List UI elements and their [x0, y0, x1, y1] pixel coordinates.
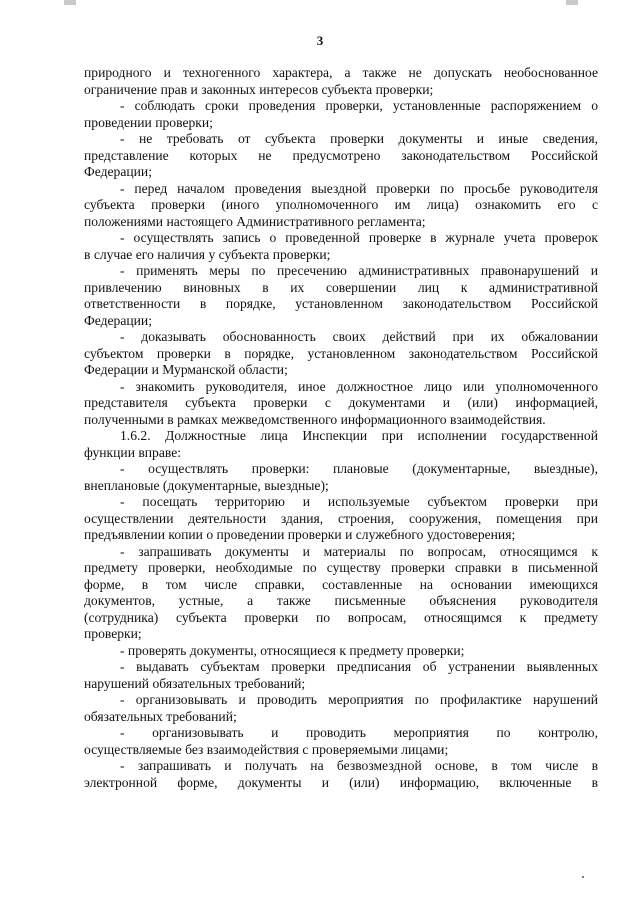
- text-line: - доказывать обоснованность своих действий при их обжаловании: [120, 329, 598, 344]
- text-line: предмету проверки, необходимые по существу проверки справки в письменной: [84, 560, 598, 575]
- text-line: - организовывать и проводить мероприятия по контролю,: [120, 725, 598, 740]
- text-line: - соблюдать сроки проведения проверки, установленные распоряжением о: [120, 98, 598, 113]
- text-line: осуществлении деятельности здания, строения, сооружения, помещения при: [84, 510, 598, 526]
- text-line: - посещать территорию и используемые субъектом проверки при: [120, 494, 598, 509]
- text-line: полученными в рамках межведомственного информационного взаимодействия.: [84, 411, 546, 427]
- scan-edge-mark: [64, 0, 76, 5]
- text-line: представителя субъекта проверки с документами и (или) информацией,: [84, 395, 598, 410]
- text-line: привлечению виновных в их совершении лиц к административной: [84, 279, 598, 295]
- text-line: - выдавать субъектам проверки предписания об устранении выявленных: [120, 659, 598, 674]
- text-line: электронной форме, документы и (или) информацию, включенные в: [84, 774, 598, 790]
- text-line: - осуществлять запись о проведенной проверке в журнале учета проверок: [120, 230, 598, 245]
- text-line: осуществляемые без взаимодействия с проверяемыми лицами;: [84, 741, 449, 757]
- text-line: - не требовать от субъекта проверки документы и иные сведения,: [120, 131, 598, 146]
- scan-speck: [582, 876, 584, 878]
- text-line: (сотрудника) субъекта проверки по вопросам, относящимся к предмету: [84, 609, 598, 625]
- text-line: внеплановые (документарные, выездные);: [84, 477, 329, 493]
- text-line: - перед началом проведения выездной проверки по просьбе руководителя: [120, 180, 598, 196]
- scan-edge-mark: [566, 0, 578, 5]
- text-line: форме, в том числе справки, составленные на основании имеющихся: [84, 576, 598, 592]
- text-line: проверки;: [84, 626, 142, 641]
- text-line: - проверять документы, относящиеся к предмету проверки;: [120, 642, 465, 658]
- text-line: - применять меры по пресечению административных правонарушений и: [120, 263, 598, 278]
- text-line: - организовывать и проводить мероприятия по профилактике нарушений: [120, 692, 598, 707]
- text-line: ограничение прав и законных интересов субъекта проверки;: [84, 81, 434, 97]
- text-line: положениями настоящего Административного регламента;: [84, 213, 426, 229]
- text-line: Федерации;: [84, 312, 152, 328]
- text-line: - запрашивать и получать на безвозмездной основе, в том числе в: [120, 758, 598, 773]
- text-line: - запрашивать документы и материалы по вопросам, относящимся к: [120, 543, 598, 559]
- text-line: представление которых не предусмотрено законодательством Российской: [84, 147, 598, 163]
- text-line: предъявлении копии о проведении проверки и служебного удостоверения;: [84, 527, 516, 542]
- text-line: документов, устные, а также письменные объяснения руководителя: [84, 593, 598, 608]
- text-line: природного и техногенного характера, а также не допускать необоснованное: [84, 65, 598, 80]
- body-text: [84, 65, 598, 791]
- text-line: субъекта проверки (иного уполномоченного им лица) ознакомить его с: [84, 197, 598, 212]
- text-line: нарушений обязательных требований;: [84, 675, 306, 691]
- text-line: функции вправе:: [84, 444, 182, 460]
- text-line: ответственности в порядке, установленном законодательством Российской: [84, 296, 598, 311]
- text-line: обязательных требований;: [84, 708, 237, 724]
- text-line: Федерации и Мурманской области;: [84, 362, 288, 377]
- text-line: - знакомить руководителя, иное должностное лицо или уполномоченного: [120, 378, 598, 394]
- text-line: субъектом проверки в порядке, установленном законодательством Российской: [84, 345, 598, 361]
- text-line: в случае его наличия у субъекта проверки;: [84, 246, 331, 262]
- text-line: Федерации;: [84, 164, 152, 179]
- page-number: 3: [316, 33, 324, 48]
- text-line: - осуществлять проверки: плановые (документарные, выездные),: [120, 461, 598, 476]
- text-line: проведении проверки;: [84, 114, 213, 130]
- text-line: 1.6.2. Должностные лица Инспекции при исполнении государственной: [120, 428, 598, 443]
